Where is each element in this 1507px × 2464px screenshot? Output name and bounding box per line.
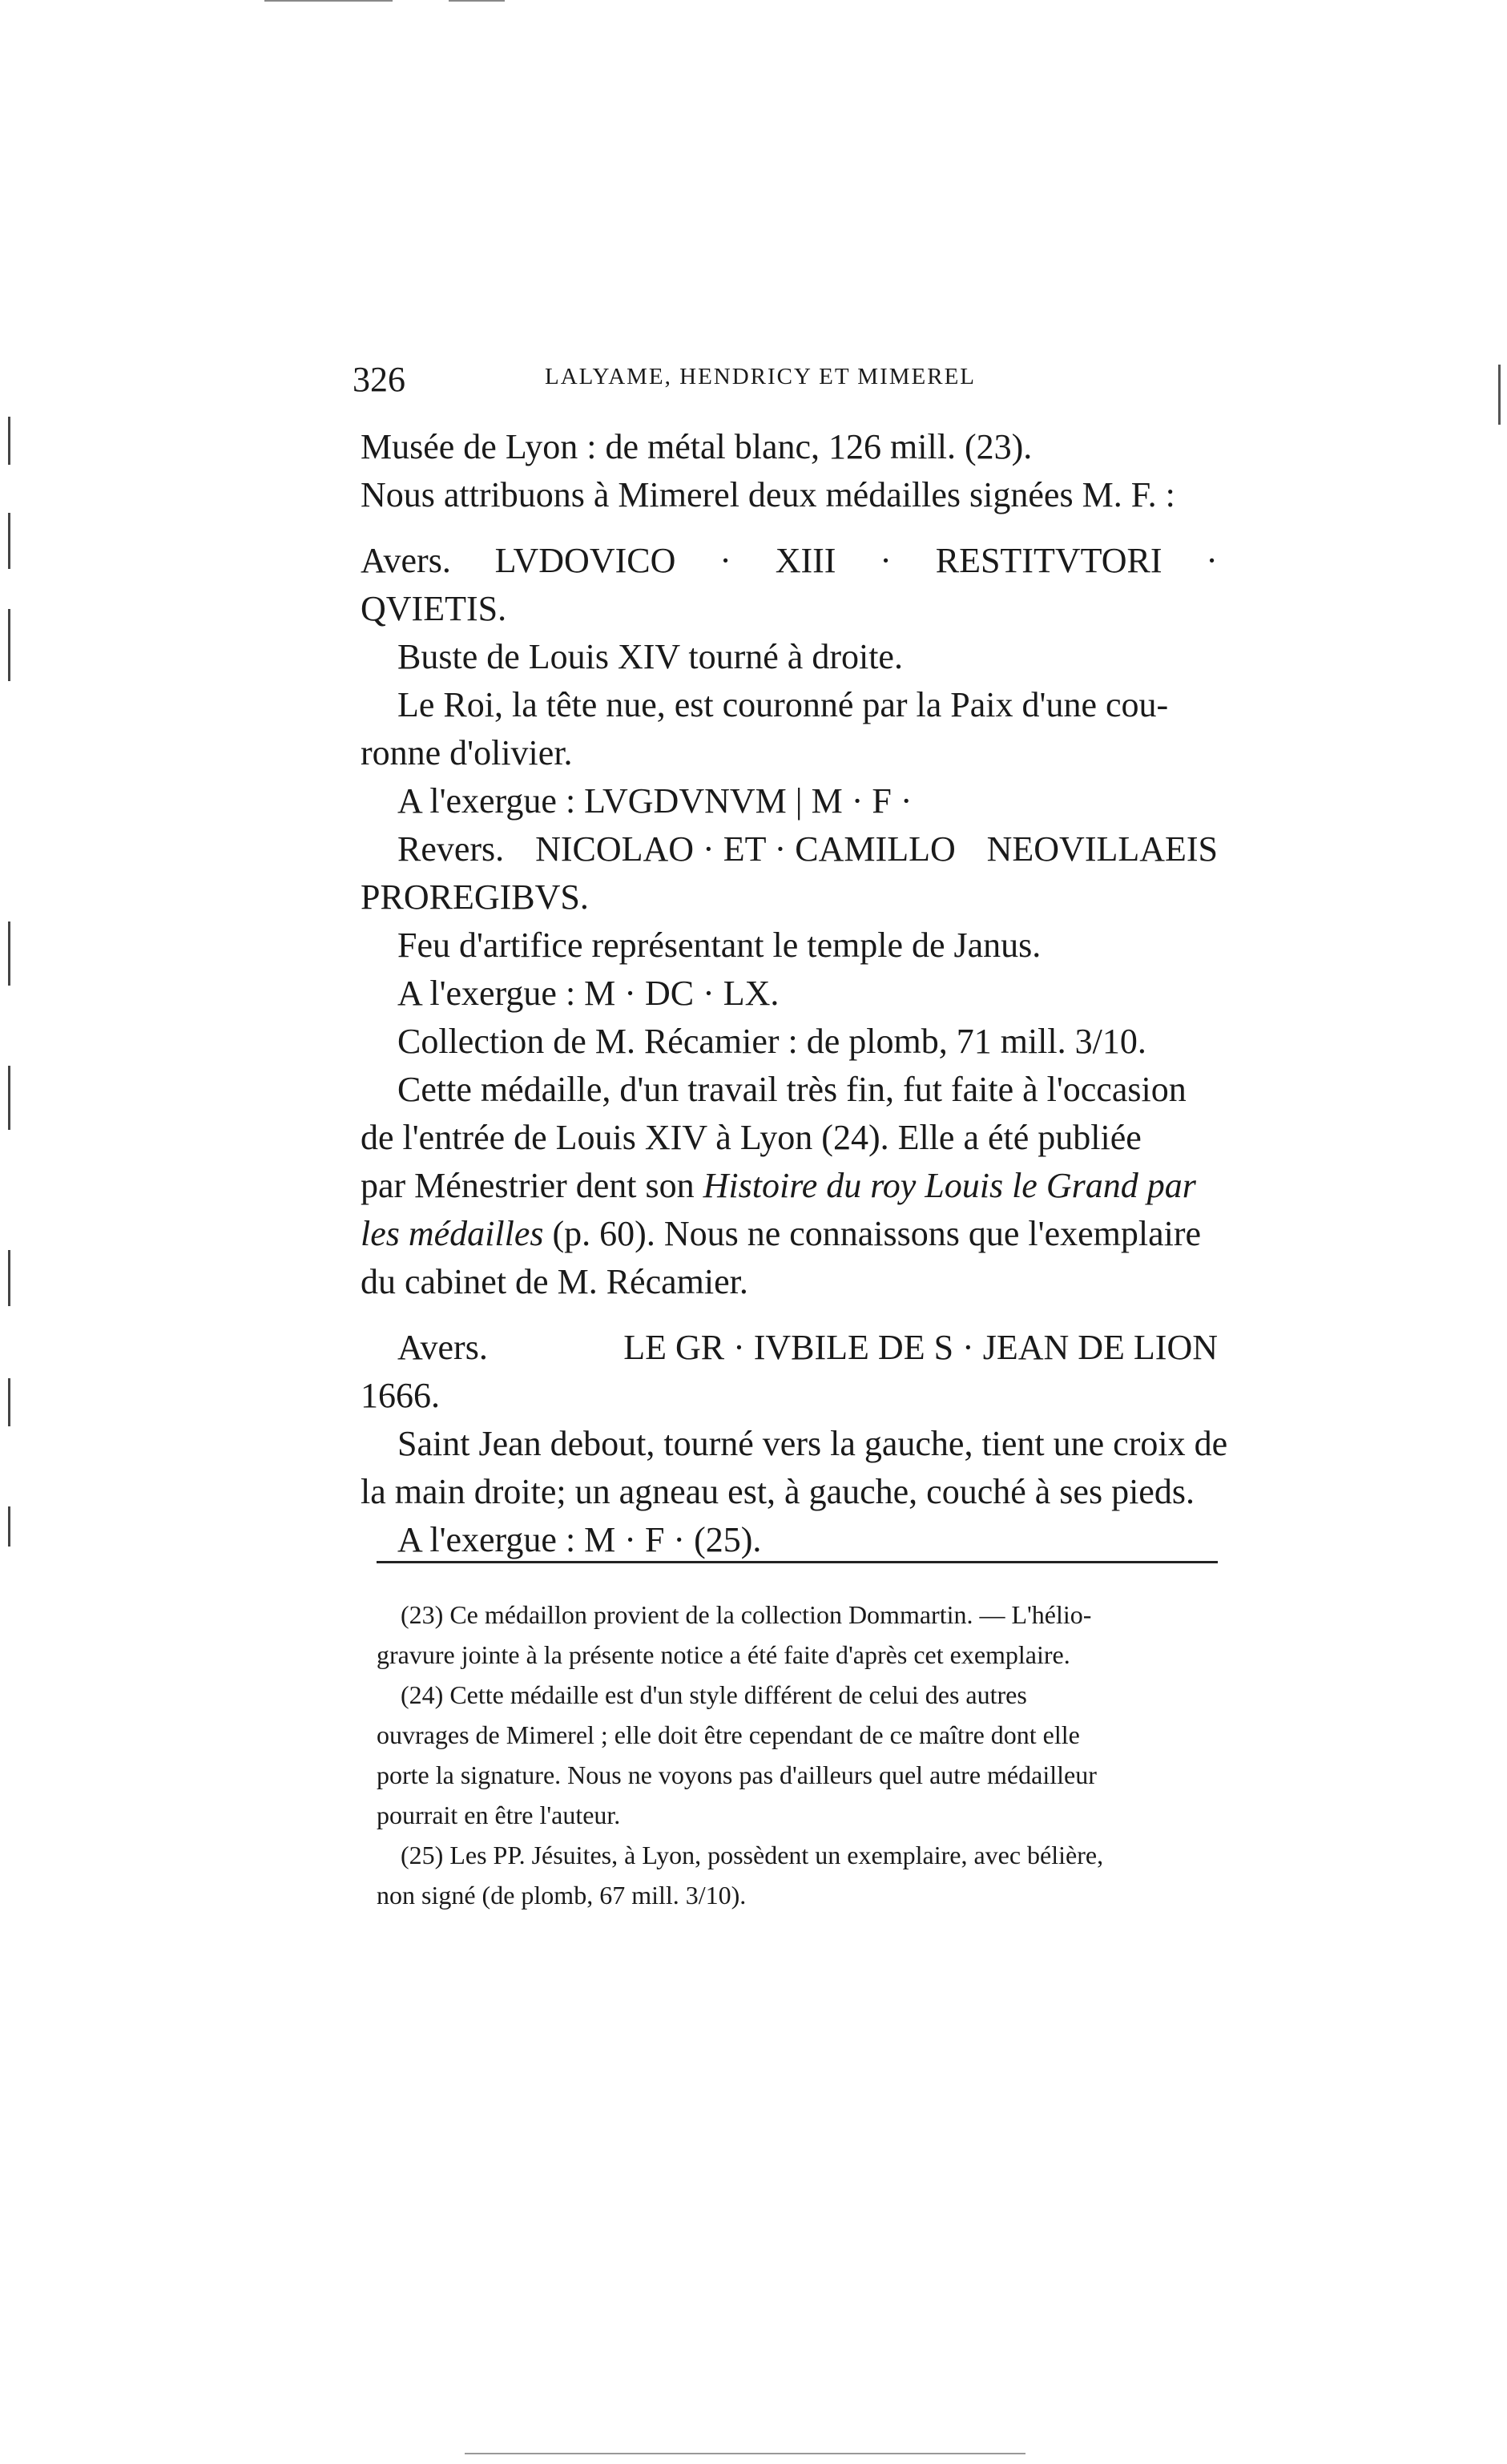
spine-mark <box>8 1066 10 1130</box>
text-line: PROREGIBVS. <box>361 877 589 917</box>
footnote-line: (23) Ce médaillon provient de la collection Dommartin. — L'hélio- <box>401 1600 1092 1629</box>
text-line: de l'entrée de Louis XIV à Lyon (24). Elle a été publiée <box>361 1118 1142 1157</box>
text-line: A l'exergue : LVGDVNVM | M · F · <box>397 781 913 821</box>
text-line: Musée de Lyon : de métal blanc, 126 mill. (23). <box>361 427 1033 466</box>
text-line: la main droite; un agneau est, à gauche, couché à ses pieds. <box>361 1472 1195 1511</box>
footnote-line: porte la signature. Nous ne voyons pas d'ailleurs quel autre médailleur <box>377 1760 1097 1789</box>
scan-edge-line <box>264 0 393 2</box>
text-line: les médailles (p. 60). Nous ne connaissons que l'exemplaire <box>361 1214 1202 1253</box>
spine-mark <box>8 1506 10 1547</box>
book-title: les médailles <box>361 1214 544 1253</box>
footnote-line: pourrait en être l'auteur. <box>377 1801 621 1829</box>
main-text <box>361 423 1228 1564</box>
scan-edge-line <box>449 0 505 2</box>
spine-mark <box>8 1378 10 1426</box>
spine-mark <box>8 417 10 465</box>
scan-edge-line <box>465 2453 1025 2454</box>
text-line: Collection de M. Récamier : de plomb, 71 mill. 3/10. <box>397 1022 1146 1061</box>
footnote-line: ouvrages de Mimerel ; elle doit être cependant de ce maître dont elle <box>377 1720 1080 1749</box>
text-line: Revers. NICOLAO · ET · CAMILLO NEOVILLAEIS <box>397 829 1218 869</box>
text-line: Avers. LE GR · IVBILE DE S · JEAN DE LION <box>397 1328 1218 1367</box>
text-line: ronne d'olivier. <box>361 733 573 772</box>
edge-mark <box>1498 365 1501 425</box>
text-line: Nous attribuons à Mimerel deux médailles signées M. F. : <box>361 475 1175 514</box>
footnote-line: (24) Cette médaille est d'un style différent de celui des autres <box>401 1680 1027 1709</box>
footnote-rule <box>377 1561 1218 1563</box>
text-line: par Ménestrier dent son Histoire du roy Louis le Grand par <box>361 1166 1196 1205</box>
footnotes <box>377 1595 1226 1915</box>
book-title: Histoire du roy Louis le Grand par <box>703 1166 1196 1205</box>
text-line: A l'exergue : M · F · (25). <box>397 1520 762 1559</box>
text-line: Feu d'artifice représentant le temple de Janus. <box>397 926 1042 965</box>
text-line: QVIETIS. <box>361 589 507 628</box>
text-line: Saint Jean debout, tourné vers la gauche, tient une croix de <box>397 1424 1228 1463</box>
spine-mark <box>8 1250 10 1306</box>
text-line: Cette médaille, d'un travail très fin, fut faite à l'occasion <box>397 1070 1187 1109</box>
running-head <box>353 359 1218 407</box>
footnote-line: non signé (de plomb, 67 mill. 3/10). <box>377 1881 747 1909</box>
footnote-line: gravure jointe à la présente notice a été faite d'après cet exemplaire. <box>377 1640 1070 1669</box>
text-line: Le Roi, la tête nue, est couronné par la Paix d'une cou- <box>397 685 1169 724</box>
spine-mark <box>8 609 10 681</box>
footnote-line: (25) Les PP. Jésuites, à Lyon, possèdent un exemplaire, avec bélière, <box>401 1841 1104 1869</box>
text-line: 1666. <box>361 1376 440 1415</box>
text-line: A l'exergue : M · DC · LX. <box>397 974 780 1013</box>
spine-mark <box>8 513 10 569</box>
running-title: LALYAME, HENDRICY ET MIMEREL <box>545 364 977 389</box>
spine-mark <box>8 921 10 986</box>
page-number: 326 <box>353 360 405 399</box>
text-line: Buste de Louis XIV tourné à droite. <box>397 637 903 676</box>
text-line: du cabinet de M. Récamier. <box>361 1262 748 1301</box>
text-line: Avers. LVDOVICO · XIII · RESTITVTORI · <box>361 541 1218 580</box>
